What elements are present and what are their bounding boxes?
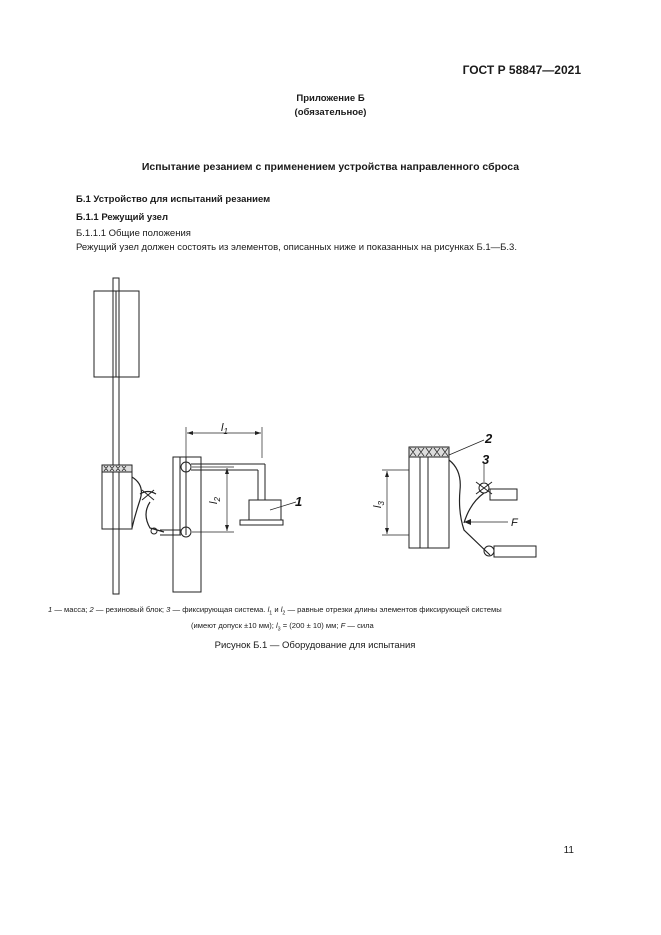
section-heading: Б.1 Устройство для испытаний резанием — [76, 194, 271, 205]
lower-clamp-arm — [494, 546, 536, 557]
figure-b1 — [0, 270, 661, 600]
appendix-status: (обязательное) — [294, 107, 367, 118]
right-assembly — [382, 440, 536, 557]
figure-legend — [48, 604, 618, 635]
label-force: F — [511, 517, 518, 529]
rubber-block — [409, 447, 449, 548]
mass-platform — [240, 520, 283, 525]
mass-block — [249, 500, 281, 520]
upper-clamp-arm — [490, 489, 517, 500]
body-paragraph: Режущий узел должен состоять из элементов, описанных ниже и показанных на рисунках Б.1—Б.3. — [76, 242, 517, 253]
left-assembly — [94, 278, 296, 594]
label-l1: $l_1$ — [221, 422, 228, 436]
label-item-3: 3 — [482, 452, 490, 467]
standard-number: ГОСТ Р 58847—2021 — [462, 63, 581, 77]
subsection-heading: Б.1.1 Режущий узел — [76, 212, 168, 223]
clause-heading: Б.1.1.1 Общие положения — [76, 228, 191, 239]
appendix-name: Приложение Б — [296, 93, 365, 104]
page-number: 11 — [563, 845, 574, 856]
cutting-block — [102, 465, 132, 529]
rubber-strip-left — [102, 465, 132, 472]
appendix-title: Испытание резанием с применением устройства направленного сброса — [141, 161, 520, 173]
label-item-1: 1 — [295, 494, 303, 509]
legend-line-2: (имеют допуск ±10 мм); $l_3 = (200 \pm 10)$ мм; F — сила — [191, 620, 374, 633]
legend-line-1: 1 — масса; 2 — резиновый блок; 3 — фиксирующая система. $l_1$ и $l_2$ — равные отрезки длины элементов фиксирующей системы — [48, 605, 502, 617]
figure-caption: Рисунок Б.1 — Оборудование для испытания — [214, 640, 416, 651]
label-item-2: 2 — [485, 431, 493, 446]
appendix-heading — [0, 92, 661, 120]
label-l3: $l_3$ — [372, 501, 386, 508]
support-post — [173, 457, 201, 592]
label-l2: $l_2$ — [208, 497, 222, 504]
